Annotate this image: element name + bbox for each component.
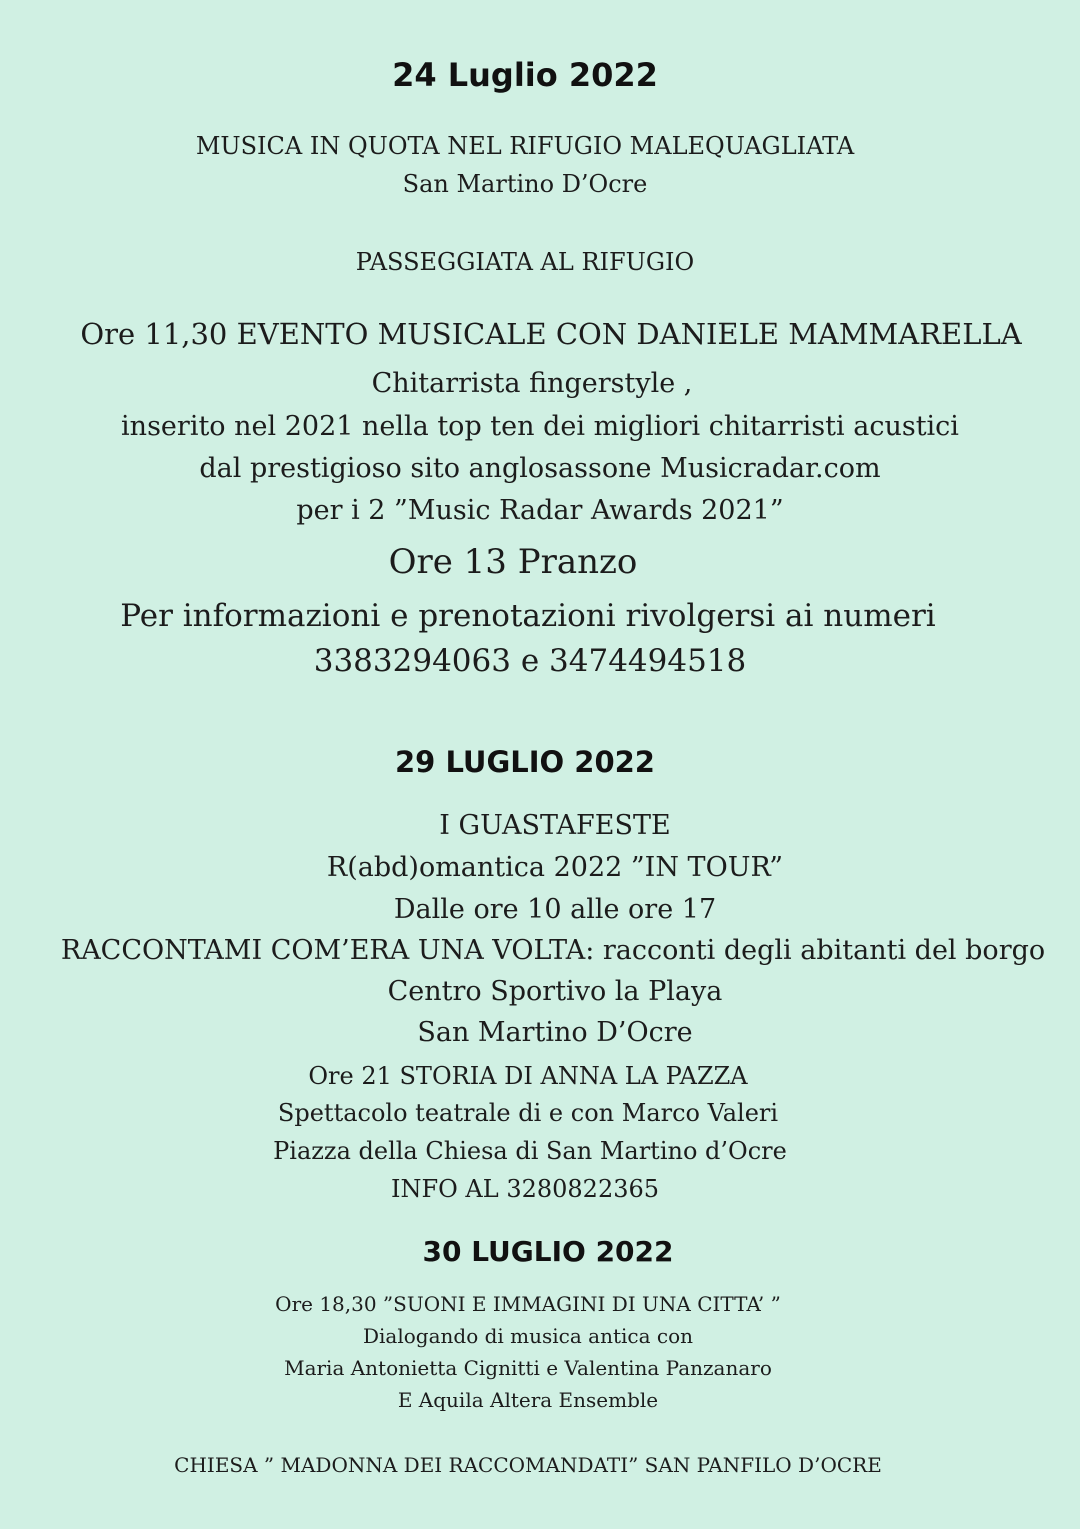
concert-title: Ore 18,30 ”SUONI E IMMAGINI DI UNA CITTA’ ” [275,1292,781,1316]
stories-event-text: RACCONTAMI COM’ERA UNA VOLTA: racconti degli abitanti del borgo [60,935,1046,966]
date-heading-29-luglio: 29 LUGLIO 2022 [395,745,655,779]
artist-description-line-1: Chitarrista fingerstyle , [371,368,693,399]
concert-description-line-1: Dialogando di musica antica con [363,1324,693,1348]
church-venue: CHIESA ” MADONNA DEI RACCOMANDATI” SAN PANFILO D’OCRE [174,1453,882,1477]
concert-description-line-3: E Aquila Altera Ensemble [397,1388,659,1412]
lunch-text: Ore 13 Pranzo [388,542,638,582]
musical-event-text: Ore 11,30 EVENTO MUSICALE CON DANIELE MAMMARELLA [80,317,1022,351]
date-heading-24-luglio: 24 Luglio 2022 [392,56,658,94]
walk-text: PASSEGGIATA AL RIFUGIO [355,248,695,276]
theatre-show-description: Spettacolo teatrale di e con Marco Valeri [277,1099,779,1127]
venue-name: Centro Sportivo la Playa [387,976,723,1007]
info-phone: INFO AL 3280822365 [390,1175,660,1203]
venue-place: San Martino D’Ocre [417,1017,693,1048]
event-hours: Dalle ore 10 alle ore 17 [393,894,717,925]
event-title-musica-in-quota: MUSICA IN QUOTA NEL RIFUGIO MALEQUAGLIATA [195,132,855,160]
date-heading-30-luglio: 30 LUGLIO 2022 [422,1235,674,1268]
artist-description-line-4: per i 2 ”Music Radar Awards 2021” [296,495,784,526]
theatre-show-place: Piazza della Chiesa di San Martino d’Ocre [273,1137,787,1165]
theatre-show-title: Ore 21 STORIA DI ANNA LA PAZZA [308,1062,748,1090]
concert-description-line-2: Maria Antonietta Cignitti e Valentina Panzanaro [284,1356,772,1380]
tour-name: R(abd)omantica 2022 ”IN TOUR” [326,852,784,883]
group-name: I GUASTAFESTE [439,810,671,841]
artist-description-line-2: inserito nel 2021 nella top ten dei migliori chitarristi acustici [121,411,959,442]
event-place: San Martino D’Ocre [402,170,648,198]
info-text: Per informazioni e prenotazioni rivolgersi ai numeri [120,598,936,634]
phone-numbers: 3383294063 e 3474494518 [313,643,747,679]
artist-description-line-3: dal prestigioso sito anglosassone Musicradar.com [199,453,881,484]
